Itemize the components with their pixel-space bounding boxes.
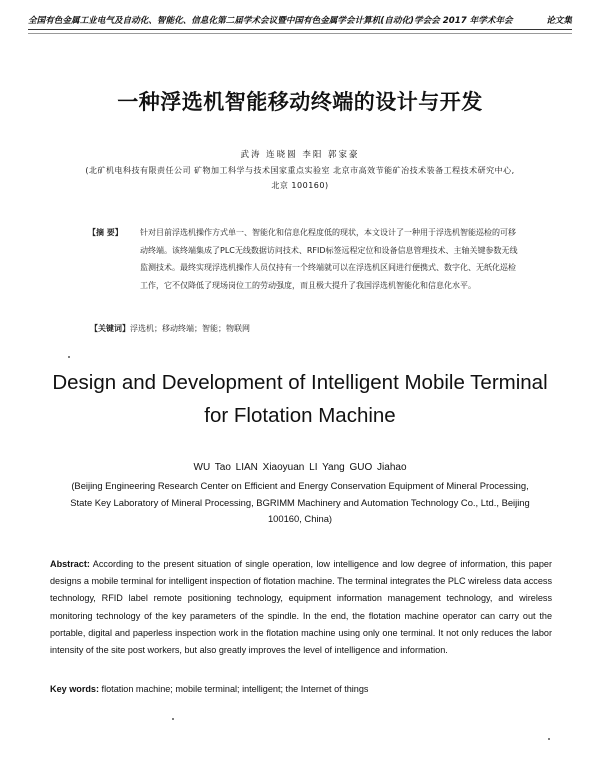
section-label: 论文集 bbox=[546, 16, 572, 26]
header-divider bbox=[28, 33, 572, 34]
en-affiliation-line: (Beijing Engineering Research Center on Efficient and Energy Conservation Equipment of Mineral Processing, bbox=[71, 480, 529, 491]
en-affiliation-line: State Key Laboratory of Mineral Processing, BGRIMM Machinery and Automation Technology Co., Ltd., Beijing bbox=[70, 496, 530, 508]
en-keywords-label: Key words: bbox=[50, 684, 100, 694]
en-title-line: Design and Development of Intelligent Mobile Terminal bbox=[52, 371, 548, 394]
cn-abstract bbox=[88, 224, 518, 294]
cn-affiliation-line: 北京 100160) bbox=[271, 181, 329, 190]
en-affiliation-line: 100160, China) bbox=[267, 513, 333, 524]
cn-title: 一种浮选机智能移动终端的设计与开发 bbox=[117, 89, 483, 114]
cn-abstract-text: 针对目前浮选机操作方式单一、智能化和信息化程度低的现状，本文设计了一种用于浮选机智能巡检的可移动终端。该终端集成了PLC无线数据访问技术、RFID标签远程定位和设备信息管理技术、主轴关键参数无线监测技术。最终实现浮选机操作人员仅持有一个终端就可以在浮选机区间进行便携式、数字化、无纸化巡检工作，它不仅降低了现场岗位工的劳动强度，而且极大提升了我国浮选机智能化和信息化水平。 bbox=[140, 228, 518, 290]
en-keywords-text: flotation machine; mobile terminal; intelligent; the Internet of things bbox=[99, 684, 369, 694]
en-abstract-label: Abstract: bbox=[50, 559, 90, 569]
en-abstract-text: According to the present situation of single operation, low intelligence and low degree of information, this paper designs a mobile terminal for intelligent inspection of flotation machine. The terminal integrates the PLC wireless data access technology, RFID label remote positioning technology, equipment information management technology, and wireless monitoring technology of the key parameters of the spindle. In the end, the flotation machine operator can carry out the portable, digital and paperless inspection work in the flotation machine using only one terminal. It not only reduces the labor intensity of the site post workers, but also greatly improves the level of intelligence and information. bbox=[50, 559, 552, 656]
scan-speck bbox=[68, 356, 70, 358]
scan-speck bbox=[172, 718, 174, 720]
cn-abstract-label: 【摘 要】 bbox=[88, 228, 123, 237]
cn-affiliation bbox=[54, 163, 546, 193]
en-abstract bbox=[50, 556, 552, 659]
running-header bbox=[28, 14, 572, 30]
en-title bbox=[20, 366, 580, 432]
scan-speck bbox=[548, 738, 550, 740]
running-title: 全国有色金属工业电气及自动化、智能化、信息化第二届学术会议暨中国有色金属学会计算机(自动化)学会会 2017 年学术年会 bbox=[28, 16, 513, 26]
en-affiliation bbox=[40, 478, 560, 528]
cn-keywords-text: 浮选机；移动终端；智能；物联网 bbox=[130, 324, 250, 333]
en-keywords bbox=[50, 684, 368, 694]
en-authors: WU Tao LIAN Xiaoyuan LI Yang GUO Jiahao bbox=[193, 462, 407, 473]
cn-keywords-label: 【关键词】 bbox=[90, 324, 130, 333]
cn-authors: 武涛 连晓圆 李阳 郭家豪 bbox=[240, 150, 360, 160]
cn-keywords bbox=[90, 323, 250, 334]
en-title-line: for Flotation Machine bbox=[204, 404, 396, 427]
cn-affiliation-line: (北矿机电科技有限责任公司 矿物加工科学与技术国家重点实验室 北京市高效节能矿冶技术装备工程技术研究中心, bbox=[85, 166, 515, 175]
